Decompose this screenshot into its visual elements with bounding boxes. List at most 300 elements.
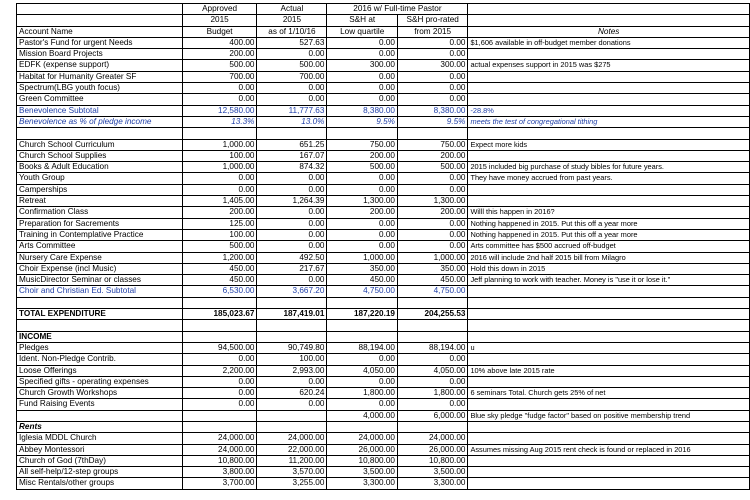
header-actual: Actual	[257, 4, 327, 15]
actual-cell	[257, 410, 327, 421]
table-row	[17, 207, 750, 218]
sh-low-cell: 9.5%	[327, 116, 398, 127]
account-name-cell: Church of God (7thDay)	[17, 455, 183, 466]
sh-low-cell: 24,000.00	[327, 433, 398, 444]
sh-prorated-cell: 3,300.00	[397, 478, 467, 489]
table-row	[17, 309, 750, 320]
sh-prorated-cell: 3,500.00	[397, 467, 467, 478]
sh-prorated-cell: 750.00	[397, 139, 467, 150]
header-year-approved: 2015	[182, 15, 257, 26]
table-row	[17, 433, 750, 444]
sh-prorated-cell: 0.00	[397, 173, 467, 184]
sh-low-cell: 1,800.00	[327, 388, 398, 399]
account-name-cell: Church School Curriculum	[17, 139, 183, 150]
header-approved: Approved	[182, 4, 257, 15]
approved-budget-cell: 0.00	[182, 94, 257, 105]
actual-cell: 13.0%	[257, 116, 327, 127]
notes-cell: 6 seminars Total. Church gets 25% of net	[468, 388, 750, 399]
actual-cell	[257, 331, 327, 342]
table-row	[17, 37, 750, 48]
approved-budget-cell: 94,500.00	[182, 342, 257, 353]
table-row	[17, 275, 750, 286]
notes-cell	[468, 399, 750, 410]
header-cell	[468, 4, 750, 15]
notes-cell	[468, 433, 750, 444]
sh-prorated-cell: 1,800.00	[397, 388, 467, 399]
table-row	[17, 421, 750, 432]
notes-cell: Willl this happen in 2016?	[468, 207, 750, 218]
header-cell	[17, 15, 183, 26]
actual-cell: 100.00	[257, 354, 327, 365]
actual-cell: 0.00	[257, 376, 327, 387]
table-row	[17, 116, 750, 127]
notes-cell	[468, 421, 750, 432]
account-name-cell: Preparation for Sacrements	[17, 218, 183, 229]
table-row	[17, 83, 750, 94]
notes-cell	[468, 49, 750, 60]
actual-cell: 167.07	[257, 150, 327, 161]
sh-prorated-cell: 200.00	[397, 150, 467, 161]
sh-prorated-cell: 26,000.00	[397, 444, 467, 455]
sh-prorated-cell: 4,050.00	[397, 365, 467, 376]
sh-low-cell: 0.00	[327, 229, 398, 240]
account-name-cell: Spectrum(LBG youth focus)	[17, 83, 183, 94]
table-row	[17, 196, 750, 207]
actual-cell	[257, 128, 327, 139]
account-name-cell: Mission Board Projects	[17, 49, 183, 60]
notes-cell: 10% above late 2015 rate	[468, 365, 750, 376]
actual-cell	[257, 297, 327, 308]
actual-cell: 651.25	[257, 139, 327, 150]
approved-budget-cell: 200.00	[182, 49, 257, 60]
actual-cell: 0.00	[257, 83, 327, 94]
account-name-cell: Church Growth Workshops	[17, 388, 183, 399]
sh-low-cell: 0.00	[327, 376, 398, 387]
sh-low-cell: 350.00	[327, 263, 398, 274]
approved-budget-cell: 13.3%	[182, 116, 257, 127]
approved-budget-cell: 1,200.00	[182, 252, 257, 263]
header-low-quartile: Low quartile	[327, 26, 398, 37]
table-row	[17, 241, 750, 252]
actual-cell: 0.00	[257, 275, 327, 286]
account-name-cell	[17, 410, 183, 421]
sh-prorated-cell: 6,000.00	[397, 410, 467, 421]
actual-cell: 22,000.00	[257, 444, 327, 455]
header-budget: Budget	[182, 26, 257, 37]
sh-prorated-cell: 0.00	[397, 37, 467, 48]
approved-budget-cell: 500.00	[182, 60, 257, 71]
approved-budget-cell: 0.00	[182, 184, 257, 195]
table-row	[17, 263, 750, 274]
account-name-cell: Choir and Christian Ed. Subtotal	[17, 286, 183, 297]
account-name-cell: Misc Rentals/other groups	[17, 478, 183, 489]
sh-prorated-cell: 4,750.00	[397, 286, 467, 297]
account-name-cell	[17, 128, 183, 139]
sh-low-cell	[327, 320, 398, 331]
actual-cell: 620.24	[257, 388, 327, 399]
account-name-cell: Specified gifts - operating expenses	[17, 376, 183, 387]
table-row	[17, 365, 750, 376]
notes-cell: Expect more kids	[468, 139, 750, 150]
account-name-cell: TOTAL EXPENDITURE	[17, 309, 183, 320]
header-row-3	[17, 26, 750, 37]
sh-prorated-cell: 24,000.00	[397, 433, 467, 444]
account-name-cell: Iglesia MDDL Church	[17, 433, 183, 444]
actual-cell: 0.00	[257, 218, 327, 229]
approved-budget-cell: 3,800.00	[182, 467, 257, 478]
sh-prorated-cell: 0.00	[397, 241, 467, 252]
notes-cell: actual expenses support in 2015 was $275	[468, 60, 750, 71]
approved-budget-cell: 450.00	[182, 275, 257, 286]
table-row	[17, 139, 750, 150]
sh-prorated-cell: 0.00	[397, 229, 467, 240]
approved-budget-cell: 0.00	[182, 173, 257, 184]
table-row	[17, 60, 750, 71]
actual-cell: 3,255.00	[257, 478, 327, 489]
account-name-cell: Loose Offerings	[17, 365, 183, 376]
approved-budget-cell: 125.00	[182, 218, 257, 229]
sh-prorated-cell: 204,255.53	[397, 309, 467, 320]
approved-budget-cell	[182, 297, 257, 308]
table-row	[17, 455, 750, 466]
sh-low-cell: 0.00	[327, 49, 398, 60]
notes-cell: Arts committee has $500 accrued off-budget	[468, 241, 750, 252]
actual-cell: 700.00	[257, 71, 327, 82]
sh-prorated-cell	[397, 128, 467, 139]
notes-cell	[468, 297, 750, 308]
table-row	[17, 320, 750, 331]
account-name-cell: Ident. Non-Pledge Contrib.	[17, 354, 183, 365]
approved-budget-cell: 0.00	[182, 376, 257, 387]
approved-budget-cell: 185,023.67	[182, 309, 257, 320]
sh-low-cell	[327, 297, 398, 308]
sh-prorated-cell: 0.00	[397, 71, 467, 82]
actual-cell: 0.00	[257, 399, 327, 410]
table-row	[17, 71, 750, 82]
sh-prorated-cell: 0.00	[397, 184, 467, 195]
notes-cell: Assumes missing Aug 2015 rent check is found or replaced in 2016	[468, 444, 750, 455]
notes-cell	[468, 354, 750, 365]
actual-cell	[257, 320, 327, 331]
sh-prorated-cell: 10,800.00	[397, 455, 467, 466]
sh-prorated-cell: 0.00	[397, 49, 467, 60]
approved-budget-cell: 0.00	[182, 83, 257, 94]
sh-prorated-cell: 8,380.00	[397, 105, 467, 116]
sh-prorated-cell: 0.00	[397, 354, 467, 365]
approved-budget-cell	[182, 410, 257, 421]
account-name-cell: All self-help/12-step groups	[17, 467, 183, 478]
approved-budget-cell: 700.00	[182, 71, 257, 82]
actual-cell: 0.00	[257, 94, 327, 105]
table-row	[17, 173, 750, 184]
actual-cell: 0.00	[257, 173, 327, 184]
sh-prorated-cell: 0.00	[397, 94, 467, 105]
approved-budget-cell: 0.00	[182, 399, 257, 410]
actual-cell: 0.00	[257, 49, 327, 60]
account-name-cell: Habitat for Humanity Greater SF	[17, 71, 183, 82]
header-as-of: as of 1/10/16	[257, 26, 327, 37]
table-row	[17, 399, 750, 410]
account-name-cell: MusicDirector Seminar or classes	[17, 275, 183, 286]
account-name-cell: Pastor's Fund for urgent Needs	[17, 37, 183, 48]
approved-budget-cell	[182, 320, 257, 331]
actual-cell: 11,777.63	[257, 105, 327, 116]
header-account-name: Account Name	[17, 26, 183, 37]
account-name-cell: INCOME	[17, 331, 183, 342]
notes-cell	[468, 455, 750, 466]
sh-low-cell	[327, 331, 398, 342]
sh-low-cell: 450.00	[327, 275, 398, 286]
notes-cell	[468, 184, 750, 195]
approved-budget-cell: 3,700.00	[182, 478, 257, 489]
approved-budget-cell: 200.00	[182, 207, 257, 218]
notes-cell: u	[468, 342, 750, 353]
header-cell	[17, 4, 183, 15]
notes-cell	[468, 150, 750, 161]
actual-cell: 1,264.39	[257, 196, 327, 207]
notes-cell: $1,606 available in off-budget member donations	[468, 37, 750, 48]
sh-low-cell: 4,750.00	[327, 286, 398, 297]
notes-cell: Hold this down in 2015	[468, 263, 750, 274]
sh-low-cell: 0.00	[327, 241, 398, 252]
notes-cell	[468, 309, 750, 320]
sh-prorated-cell	[397, 320, 467, 331]
notes-cell	[468, 196, 750, 207]
approved-budget-cell: 500.00	[182, 241, 257, 252]
notes-cell: meets the test of congregational tithing	[468, 116, 750, 127]
actual-cell: 3,570.00	[257, 467, 327, 478]
actual-cell: 0.00	[257, 229, 327, 240]
approved-budget-cell: 1,000.00	[182, 162, 257, 173]
sh-low-cell: 1,000.00	[327, 252, 398, 263]
actual-cell: 0.00	[257, 184, 327, 195]
table-row	[17, 388, 750, 399]
table-row	[17, 342, 750, 353]
account-name-cell: Fund Raising Events	[17, 399, 183, 410]
account-name-cell: Nursery Care Expense	[17, 252, 183, 263]
table-row	[17, 184, 750, 195]
account-name-cell	[17, 320, 183, 331]
table-row	[17, 128, 750, 139]
account-name-cell: Training in Contemplative Practice	[17, 229, 183, 240]
table-row	[17, 150, 750, 161]
sh-low-cell: 1,300.00	[327, 196, 398, 207]
sh-low-cell: 200.00	[327, 150, 398, 161]
table-row	[17, 297, 750, 308]
notes-cell	[468, 71, 750, 82]
notes-cell	[468, 128, 750, 139]
table-row	[17, 218, 750, 229]
table-row	[17, 162, 750, 173]
actual-cell: 217.67	[257, 263, 327, 274]
sh-low-cell: 0.00	[327, 184, 398, 195]
notes-cell	[468, 83, 750, 94]
actual-cell	[257, 421, 327, 432]
sh-low-cell: 0.00	[327, 354, 398, 365]
approved-budget-cell: 400.00	[182, 37, 257, 48]
notes-cell	[468, 376, 750, 387]
account-name-cell: Rents	[17, 421, 183, 432]
sh-prorated-cell: 88,194.00	[397, 342, 467, 353]
account-name-cell: Arts Committee	[17, 241, 183, 252]
sh-low-cell: 0.00	[327, 173, 398, 184]
approved-budget-cell	[182, 128, 257, 139]
actual-cell: 874.32	[257, 162, 327, 173]
approved-budget-cell: 1,000.00	[182, 139, 257, 150]
sh-prorated-cell: 1,300.00	[397, 196, 467, 207]
sh-prorated-cell: 0.00	[397, 399, 467, 410]
approved-budget-cell: 24,000.00	[182, 444, 257, 455]
spreadsheet-body	[17, 4, 750, 490]
approved-budget-cell	[182, 331, 257, 342]
sh-prorated-cell: 450.00	[397, 275, 467, 286]
table-row	[17, 354, 750, 365]
sh-low-cell: 187,220.19	[327, 309, 398, 320]
approved-budget-cell: 24,000.00	[182, 433, 257, 444]
sh-low-cell	[327, 128, 398, 139]
account-name-cell	[17, 297, 183, 308]
sh-prorated-cell: 1,000.00	[397, 252, 467, 263]
sh-prorated-cell: 500.00	[397, 162, 467, 173]
table-row	[17, 410, 750, 421]
sh-prorated-cell: 350.00	[397, 263, 467, 274]
sh-low-cell: 10,800.00	[327, 455, 398, 466]
notes-cell: Blue sky pledge "fudge factor" based on positive membership trend	[468, 410, 750, 421]
account-name-cell: Benevolence Subtotal	[17, 105, 183, 116]
sh-prorated-cell: 0.00	[397, 83, 467, 94]
table-row	[17, 331, 750, 342]
sh-low-cell: 200.00	[327, 207, 398, 218]
sh-low-cell: 0.00	[327, 83, 398, 94]
account-name-cell: Confirmation Class	[17, 207, 183, 218]
sh-low-cell: 300.00	[327, 60, 398, 71]
sh-prorated-cell	[397, 331, 467, 342]
approved-budget-cell: 0.00	[182, 354, 257, 365]
approved-budget-cell: 100.00	[182, 229, 257, 240]
header-notes: Notes	[468, 26, 750, 37]
sh-low-cell: 0.00	[327, 94, 398, 105]
account-name-cell: Choir Expense (incl Music)	[17, 263, 183, 274]
sh-low-cell: 8,380.00	[327, 105, 398, 116]
notes-cell: 2015 included big purchase of study bibles for future years.	[468, 162, 750, 173]
table-row	[17, 252, 750, 263]
sh-low-cell: 4,000.00	[327, 410, 398, 421]
account-name-cell: Youth Group	[17, 173, 183, 184]
approved-budget-cell: 1,405.00	[182, 196, 257, 207]
notes-cell: 2016 will include 2nd half 2015 bill from Milagro	[468, 252, 750, 263]
table-row	[17, 94, 750, 105]
actual-cell: 0.00	[257, 207, 327, 218]
table-row	[17, 105, 750, 116]
actual-cell: 492.50	[257, 252, 327, 263]
table-row	[17, 49, 750, 60]
account-name-cell: Benevolence as % of pledge income	[17, 116, 183, 127]
approved-budget-cell: 2,200.00	[182, 365, 257, 376]
header-year-actual: 2015	[257, 15, 327, 26]
sh-low-cell: 0.00	[327, 218, 398, 229]
notes-cell	[468, 94, 750, 105]
sh-low-cell: 500.00	[327, 162, 398, 173]
approved-budget-cell: 12,580.00	[182, 105, 257, 116]
header-2016-group: 2016 w/ Full-time Pastor	[327, 4, 468, 15]
sh-low-cell: 3,500.00	[327, 467, 398, 478]
sh-prorated-cell: 9.5%	[397, 116, 467, 127]
approved-budget-cell: 450.00	[182, 263, 257, 274]
notes-cell: Nothing happened in 2015. Put this off a year more	[468, 218, 750, 229]
account-name-cell: Abbey Montessori	[17, 444, 183, 455]
notes-cell	[468, 467, 750, 478]
table-row	[17, 444, 750, 455]
header-sh-low: S&H at	[327, 15, 398, 26]
approved-budget-cell: 6,530.00	[182, 286, 257, 297]
header-from-2015: from 2015	[397, 26, 467, 37]
approved-budget-cell	[182, 421, 257, 432]
actual-cell: 0.00	[257, 241, 327, 252]
table-row	[17, 286, 750, 297]
actual-cell: 11,200.00	[257, 455, 327, 466]
approved-budget-cell: 100.00	[182, 150, 257, 161]
sh-low-cell: 0.00	[327, 37, 398, 48]
account-name-cell: Green Committee	[17, 94, 183, 105]
sh-prorated-cell	[397, 421, 467, 432]
header-row-1	[17, 4, 750, 15]
notes-cell: Nothing happened in 2015. Put this off a year more	[468, 229, 750, 240]
table-row	[17, 467, 750, 478]
notes-cell	[468, 331, 750, 342]
header-sh-prorated: S&H pro-rated	[397, 15, 467, 26]
notes-cell: -28.8%	[468, 105, 750, 116]
sh-low-cell: 3,300.00	[327, 478, 398, 489]
table-row	[17, 376, 750, 387]
sh-low-cell: 88,194.00	[327, 342, 398, 353]
actual-cell: 3,667.20	[257, 286, 327, 297]
account-name-cell: Camperships	[17, 184, 183, 195]
actual-cell: 187,419.01	[257, 309, 327, 320]
sh-prorated-cell: 0.00	[397, 218, 467, 229]
sh-prorated-cell	[397, 297, 467, 308]
sh-prorated-cell: 200.00	[397, 207, 467, 218]
sh-prorated-cell: 300.00	[397, 60, 467, 71]
sh-low-cell	[327, 421, 398, 432]
notes-cell	[468, 320, 750, 331]
approved-budget-cell: 10,800.00	[182, 455, 257, 466]
account-name-cell: Church School Supplies	[17, 150, 183, 161]
sh-low-cell: 0.00	[327, 399, 398, 410]
actual-cell: 24,000.00	[257, 433, 327, 444]
budget-spreadsheet	[16, 3, 750, 490]
sh-prorated-cell: 0.00	[397, 376, 467, 387]
actual-cell: 2,993.00	[257, 365, 327, 376]
account-name-cell: EDFK (expense support)	[17, 60, 183, 71]
actual-cell: 500.00	[257, 60, 327, 71]
account-name-cell: Pledges	[17, 342, 183, 353]
account-name-cell: Books & Adult Education	[17, 162, 183, 173]
actual-cell: 527.63	[257, 37, 327, 48]
sh-low-cell: 26,000.00	[327, 444, 398, 455]
sh-low-cell: 4,050.00	[327, 365, 398, 376]
actual-cell: 90,749.80	[257, 342, 327, 353]
notes-cell: They have money accrued from past years.	[468, 173, 750, 184]
table-row	[17, 478, 750, 489]
notes-cell	[468, 286, 750, 297]
notes-cell	[468, 478, 750, 489]
header-cell	[468, 15, 750, 26]
table-row	[17, 229, 750, 240]
notes-cell: Jeff planning to work with teacher. Money is "use it or lose it."	[468, 275, 750, 286]
account-name-cell: Retreat	[17, 196, 183, 207]
header-row-2	[17, 15, 750, 26]
sh-low-cell: 0.00	[327, 71, 398, 82]
